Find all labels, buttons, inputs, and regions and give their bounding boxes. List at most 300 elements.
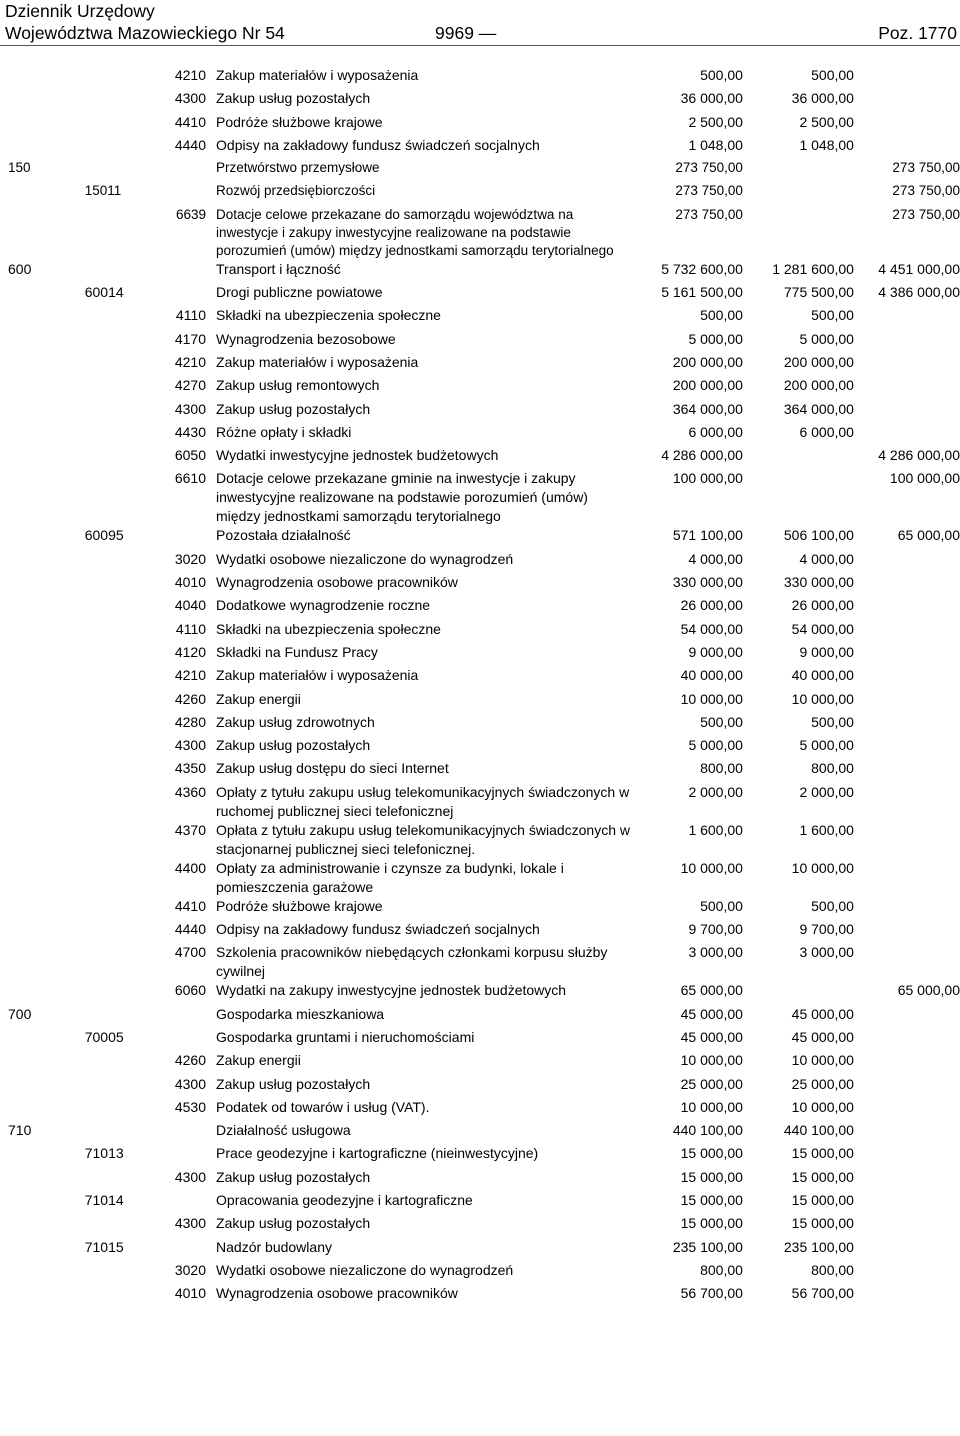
item-name: Zakup usług dostępu do sieci Internet (216, 760, 449, 777)
paragraph-code: 3020 (174, 550, 207, 567)
capital-expenses (854, 306, 960, 329)
total-amount: 5 732 600,00 (661, 260, 743, 277)
current-expenses: 4 000,00 (799, 550, 854, 567)
total-amount: 10 000,00 (680, 859, 743, 876)
position-number: Poz. 1770 (878, 23, 957, 43)
chapter-code (77, 89, 148, 112)
division-code (0, 713, 77, 736)
table-row (0, 260, 960, 283)
item-name: Przetwórstwo przemysłowe (216, 160, 380, 176)
total-amount: 10 000,00 (680, 1052, 743, 1069)
table-row (0, 1098, 960, 1121)
table-row (0, 1168, 960, 1191)
chapter-code (77, 1168, 148, 1191)
chapter-code (77, 1005, 148, 1028)
journal-title: Dziennik Urzędowy (5, 1, 155, 21)
paragraph-code: 4010 (174, 574, 207, 591)
current-expenses: 10 000,00 (791, 1098, 854, 1115)
division-code (0, 353, 77, 376)
division-code (0, 1028, 77, 1051)
chapter-code (77, 1284, 148, 1307)
current-expenses: 40 000,00 (791, 667, 854, 684)
capital-expenses (854, 759, 960, 782)
item-name: Dotacje celowe przekazane do samorządu województwa na inwestycje i zakupy inwestycyjne realizowane na podstawie porozumień (umów) między jednostkami samorządu terytorialnego (216, 206, 614, 258)
current-expenses (743, 182, 854, 205)
capital-expenses (854, 666, 960, 689)
capital-expenses (854, 1098, 960, 1121)
capital-expenses (854, 376, 960, 399)
current-expenses: 800,00 (811, 1261, 854, 1278)
table-row (0, 446, 960, 469)
division-code (0, 1168, 77, 1191)
current-expenses: 3 000,00 (799, 944, 854, 961)
division-code (0, 690, 77, 713)
chapter-code (77, 759, 148, 782)
paragraph-code: 4300 (174, 90, 207, 107)
item-name: Zakup usług remontowych (216, 377, 380, 394)
capital-expenses (854, 859, 960, 897)
division-code (0, 376, 77, 399)
total-amount: 26 000,00 (680, 597, 743, 614)
current-expenses: 1 281 600,00 (772, 260, 854, 277)
header-divider (0, 45, 960, 46)
current-expenses: 5 000,00 (799, 737, 854, 754)
paragraph-code (147, 283, 216, 306)
capital-expenses (854, 596, 960, 619)
capital-expenses (854, 821, 960, 859)
current-expenses: 10 000,00 (791, 690, 854, 707)
division-code (0, 1261, 77, 1284)
total-amount: 2 000,00 (688, 783, 743, 800)
table-row (0, 1028, 960, 1051)
capital-expenses (854, 1005, 960, 1028)
total-amount: 100 000,00 (672, 470, 743, 487)
capital-expenses (854, 1028, 960, 1051)
chapter-code (77, 376, 148, 399)
item-name: Nadzór budowlany (216, 1238, 332, 1255)
paragraph-code: 4350 (174, 760, 207, 777)
paragraph-code (147, 260, 216, 283)
paragraph-code (147, 182, 216, 205)
table-row (0, 353, 960, 376)
chapter-code (77, 469, 148, 526)
capital-expenses (854, 1214, 960, 1237)
division-code (0, 330, 77, 353)
paragraph-code: 4300 (174, 1168, 207, 1185)
chapter-code (77, 981, 148, 1004)
total-amount: 364 000,00 (672, 400, 743, 417)
paragraph-code: 4300 (174, 1215, 207, 1232)
chapter-code (77, 1098, 148, 1121)
item-name: Wynagrodzenia osobowe pracowników (216, 1285, 458, 1302)
current-expenses: 235 100,00 (783, 1238, 854, 1255)
table-row (0, 736, 960, 759)
total-amount: 6 000,00 (688, 423, 743, 440)
capital-expenses (854, 783, 960, 821)
table-row (0, 897, 960, 920)
paragraph-code (147, 1005, 216, 1028)
table-row (0, 713, 960, 736)
item-name: Opłaty za administrowanie i czynsze za budynki, lokale i pomieszczenia garażowe (216, 859, 564, 895)
total-amount: 440 100,00 (672, 1122, 743, 1139)
division-code: 710 (8, 1122, 32, 1139)
table-row (0, 182, 960, 205)
total-amount: 1 600,00 (688, 821, 743, 838)
table-row (0, 666, 960, 689)
paragraph-code: 4300 (174, 1075, 207, 1092)
table-row (0, 113, 960, 136)
paragraph-code (147, 1238, 216, 1261)
item-name: Gospodarka gruntami i nieruchomościami (216, 1028, 475, 1045)
table-row (0, 66, 960, 89)
current-expenses: 45 000,00 (791, 1028, 854, 1045)
current-expenses: 500,00 (811, 307, 854, 324)
current-expenses: 54 000,00 (791, 620, 854, 637)
total-amount: 500,00 (700, 897, 743, 914)
chapter-code: 15011 (84, 183, 122, 199)
chapter-code (77, 620, 148, 643)
total-amount: 40 000,00 (680, 667, 743, 684)
capital-expenses: 4 451 000,00 (878, 260, 960, 277)
chapter-code: 71013 (84, 1145, 124, 1162)
current-expenses: 506 100,00 (783, 527, 854, 544)
division-code (0, 897, 77, 920)
capital-expenses (854, 1168, 960, 1191)
capital-expenses: 273 750,00 (892, 160, 960, 176)
chapter-code (77, 643, 148, 666)
table-row (0, 550, 960, 573)
table-row (0, 306, 960, 329)
capital-expenses (854, 1051, 960, 1074)
current-expenses (743, 159, 854, 182)
item-name: Zakup usług pozostałych (216, 1075, 371, 1092)
table-row (0, 981, 960, 1004)
division-code (0, 1051, 77, 1074)
item-name: Podróże służbowe krajowe (216, 897, 383, 914)
chapter-code (77, 1261, 148, 1284)
table-row (0, 1051, 960, 1074)
item-name: Opłata z tytułu zakupu usług telekomunikacyjnych świadczonych w stacjonarnej publicznej sieci telefonicznej. (216, 821, 630, 857)
total-amount: 5 000,00 (688, 737, 743, 754)
table-row (0, 526, 960, 549)
table-row (0, 1284, 960, 1307)
current-expenses: 15 000,00 (791, 1191, 854, 1208)
capital-expenses (854, 136, 960, 159)
total-amount: 15 000,00 (680, 1145, 743, 1162)
item-name: Zakup materiałów i wyposażenia (216, 667, 419, 684)
division-code (0, 1191, 77, 1214)
total-amount: 1 048,00 (688, 136, 743, 153)
capital-expenses (854, 1075, 960, 1098)
table-row (0, 596, 960, 619)
page-header (5, 0, 957, 44)
capital-expenses (854, 400, 960, 423)
table-row (0, 1191, 960, 1214)
total-amount: 9 700,00 (688, 921, 743, 938)
current-expenses: 1 048,00 (799, 136, 854, 153)
capital-expenses (854, 620, 960, 643)
paragraph-code (147, 1191, 216, 1214)
table-row (0, 330, 960, 353)
current-expenses (743, 981, 854, 1004)
item-name: Zakup usług pozostałych (216, 400, 371, 417)
item-name: Działalność usługowa (216, 1122, 351, 1139)
capital-expenses (854, 1121, 960, 1144)
capital-expenses (854, 690, 960, 713)
chapter-code: 71015 (84, 1238, 124, 1255)
chapter-code (77, 113, 148, 136)
paragraph-code: 4410 (174, 113, 207, 130)
division-code (0, 423, 77, 446)
table-row (0, 159, 960, 182)
table-row (0, 206, 960, 260)
table-row (0, 1144, 960, 1167)
item-name: Transport i łączność (216, 260, 341, 277)
current-expenses: 330 000,00 (783, 574, 854, 591)
division-code (0, 400, 77, 423)
chapter-code (77, 159, 148, 182)
division-code (0, 643, 77, 666)
total-amount: 571 100,00 (672, 527, 743, 544)
paragraph-code: 6050 (174, 447, 207, 464)
division-code (0, 920, 77, 943)
item-name: Rozwój przedsiębiorczości (216, 183, 376, 199)
item-name: Wydatki osobowe niezaliczone do wynagrodzeń (216, 550, 514, 567)
paragraph-code: 4270 (174, 377, 207, 394)
table-row (0, 1121, 960, 1144)
item-name: Szkolenia pracowników niebędących członkami korpusu służby cywilnej (216, 944, 608, 980)
total-amount: 4 000,00 (688, 550, 743, 567)
item-name: Zakup usług pozostałych (216, 1215, 371, 1232)
item-name: Różne opłaty i składki (216, 423, 352, 440)
total-amount: 25 000,00 (680, 1075, 743, 1092)
paragraph-code: 4400 (174, 859, 207, 876)
capital-expenses (854, 736, 960, 759)
paragraph-code: 4280 (174, 713, 207, 730)
paragraph-code: 4170 (174, 330, 207, 347)
item-name: Podatek od towarów i usług (VAT). (216, 1098, 430, 1115)
division-code (0, 1284, 77, 1307)
total-amount: 10 000,00 (680, 690, 743, 707)
current-expenses: 15 000,00 (791, 1215, 854, 1232)
paragraph-code: 4300 (174, 400, 207, 417)
chapter-code (77, 920, 148, 943)
current-expenses: 10 000,00 (791, 859, 854, 876)
item-name: Składki na ubezpieczenia społeczne (216, 307, 441, 324)
division-code (0, 596, 77, 619)
table-row (0, 573, 960, 596)
division-code (0, 1214, 77, 1237)
table-row (0, 1238, 960, 1261)
total-amount: 45 000,00 (680, 1005, 743, 1022)
current-expenses (743, 469, 854, 526)
total-amount: 4 286 000,00 (661, 447, 743, 464)
paragraph-code: 4210 (174, 353, 207, 370)
chapter-code (77, 713, 148, 736)
item-name: Opłaty z tytułu zakupu usług telekomunikacyjnych świadczonych w ruchomej publicznej sieci telefonicznej (216, 783, 630, 819)
paragraph-code: 4110 (175, 307, 207, 324)
total-amount: 9 000,00 (688, 643, 743, 660)
paragraph-code: 4360 (174, 783, 207, 800)
chapter-code (77, 1051, 148, 1074)
chapter-code (77, 1121, 148, 1144)
total-amount: 3 000,00 (688, 944, 743, 961)
chapter-code: 60014 (84, 284, 124, 301)
chapter-code (77, 550, 148, 573)
division-code (0, 206, 77, 260)
item-name: Zakup materiałów i wyposażenia (216, 353, 419, 370)
division-code (0, 469, 77, 526)
table-row (0, 1214, 960, 1237)
current-expenses: 440 100,00 (783, 1122, 854, 1139)
chapter-code (77, 690, 148, 713)
budget-table (0, 66, 960, 1307)
chapter-code (77, 446, 148, 469)
table-row (0, 643, 960, 666)
item-name: Dotacje celowe przekazane gminie na inwestycje i zakupy inwestycyjne realizowane na podstawie porozumień (umów) między jednostkami samorządu terytorialnego (216, 470, 588, 525)
table-row (0, 283, 960, 306)
total-amount: 54 000,00 (680, 620, 743, 637)
division-code (0, 182, 77, 205)
item-name: Wynagrodzenia osobowe pracowników (216, 574, 458, 591)
division-code (0, 1075, 77, 1098)
item-name: Zakup energii (216, 690, 301, 707)
current-expenses: 15 000,00 (791, 1168, 854, 1185)
division-code (0, 981, 77, 1004)
current-expenses: 9 700,00 (799, 921, 854, 938)
paragraph-code: 6060 (174, 982, 207, 999)
division-code (0, 736, 77, 759)
chapter-code (77, 136, 148, 159)
current-expenses: 56 700,00 (791, 1285, 854, 1302)
paragraph-code (147, 1028, 216, 1051)
paragraph-code: 4700 (174, 944, 207, 961)
current-expenses: 364 000,00 (783, 400, 854, 417)
paragraph-code: 4410 (174, 897, 207, 914)
paragraph-code: 4210 (174, 667, 207, 684)
total-amount: 500,00 (700, 67, 743, 83)
chapter-code (77, 206, 148, 260)
item-name: Składki na ubezpieczenia społeczne (216, 620, 441, 637)
paragraph-code: 4260 (174, 1052, 207, 1069)
table-row (0, 821, 960, 859)
table-row (0, 783, 960, 821)
capital-expenses (854, 1238, 960, 1261)
current-expenses: 6 000,00 (799, 423, 854, 440)
division-code (0, 446, 77, 469)
item-name: Zakup usług pozostałych (216, 90, 371, 107)
item-name: Wydatki osobowe niezaliczone do wynagrodzeń (216, 1261, 514, 1278)
table-row (0, 1075, 960, 1098)
header-row-2 (5, 22, 957, 44)
table-row (0, 1005, 960, 1028)
item-name: Zakup materiałów i wyposażenia (216, 67, 419, 83)
table-row (0, 920, 960, 943)
table-row (0, 400, 960, 423)
table-row (0, 469, 960, 526)
item-name: Zakup usług zdrowotnych (216, 713, 375, 730)
item-name: Opracowania geodezyjne i kartograficzne (216, 1191, 473, 1208)
division-code (0, 66, 77, 89)
paragraph-code: 4430 (174, 423, 207, 440)
table-row (0, 1261, 960, 1284)
item-name: Prace geodezyjne i kartograficzne (nieinwestycyjne) (216, 1145, 539, 1162)
division-code (0, 859, 77, 897)
paragraph-code (147, 526, 216, 549)
capital-expenses (854, 1261, 960, 1284)
paragraph-code: 4530 (174, 1098, 207, 1115)
division-code (0, 821, 77, 859)
current-expenses: 2 500,00 (799, 113, 854, 130)
paragraph-code: 4210 (174, 67, 207, 83)
chapter-code (77, 353, 148, 376)
current-expenses: 15 000,00 (791, 1145, 854, 1162)
chapter-code (77, 306, 148, 329)
table-row (0, 859, 960, 897)
paragraph-code: 4010 (174, 1285, 207, 1302)
current-expenses (743, 446, 854, 469)
item-name: Drogi publiczne powiatowe (216, 284, 383, 301)
total-amount: 10 000,00 (680, 1098, 743, 1115)
current-expenses: 500,00 (811, 713, 854, 730)
total-amount: 500,00 (700, 307, 743, 324)
item-name: Pozostała działalność (216, 527, 351, 544)
paragraph-code: 4440 (174, 136, 207, 153)
capital-expenses (854, 643, 960, 666)
page-number: 9969 — (435, 23, 497, 43)
table-row (0, 759, 960, 782)
paragraph-code (147, 159, 216, 182)
table-row (0, 943, 960, 981)
capital-expenses (854, 897, 960, 920)
item-name: Podróże służbowe krajowe (216, 113, 383, 130)
item-name: Odpisy na zakładowy fundusz świadczeń socjalnych (216, 136, 540, 153)
paragraph-code: 4110 (175, 620, 207, 637)
chapter-code (77, 596, 148, 619)
chapter-code: 60095 (84, 527, 124, 544)
capital-expenses (854, 113, 960, 136)
chapter-code (77, 66, 148, 89)
chapter-code (77, 859, 148, 897)
capital-expenses (854, 550, 960, 573)
current-expenses: 800,00 (811, 760, 854, 777)
table-row (0, 620, 960, 643)
current-expenses: 10 000,00 (791, 1052, 854, 1069)
paragraph-code: 4370 (174, 821, 207, 838)
current-expenses: 26 000,00 (791, 597, 854, 614)
capital-expenses: 100 000,00 (889, 470, 960, 487)
current-expenses: 2 000,00 (799, 783, 854, 800)
division-code (0, 666, 77, 689)
division-code (0, 136, 77, 159)
current-expenses (743, 206, 854, 260)
paragraph-code (147, 1144, 216, 1167)
current-expenses: 500,00 (811, 67, 854, 83)
table-row (0, 690, 960, 713)
division-code: 600 (8, 260, 32, 277)
total-amount: 235 100,00 (672, 1238, 743, 1255)
current-expenses: 200 000,00 (783, 353, 854, 370)
division-code (0, 1098, 77, 1121)
capital-expenses (854, 573, 960, 596)
capital-expenses (854, 920, 960, 943)
capital-expenses (854, 89, 960, 112)
item-name: Wydatki na zakupy inwestycyjne jednostek budżetowych (216, 982, 567, 999)
paragraph-code: 3020 (174, 1261, 207, 1278)
current-expenses: 25 000,00 (791, 1075, 854, 1092)
paragraph-code: 4040 (174, 597, 207, 614)
total-amount: 15 000,00 (680, 1168, 743, 1185)
